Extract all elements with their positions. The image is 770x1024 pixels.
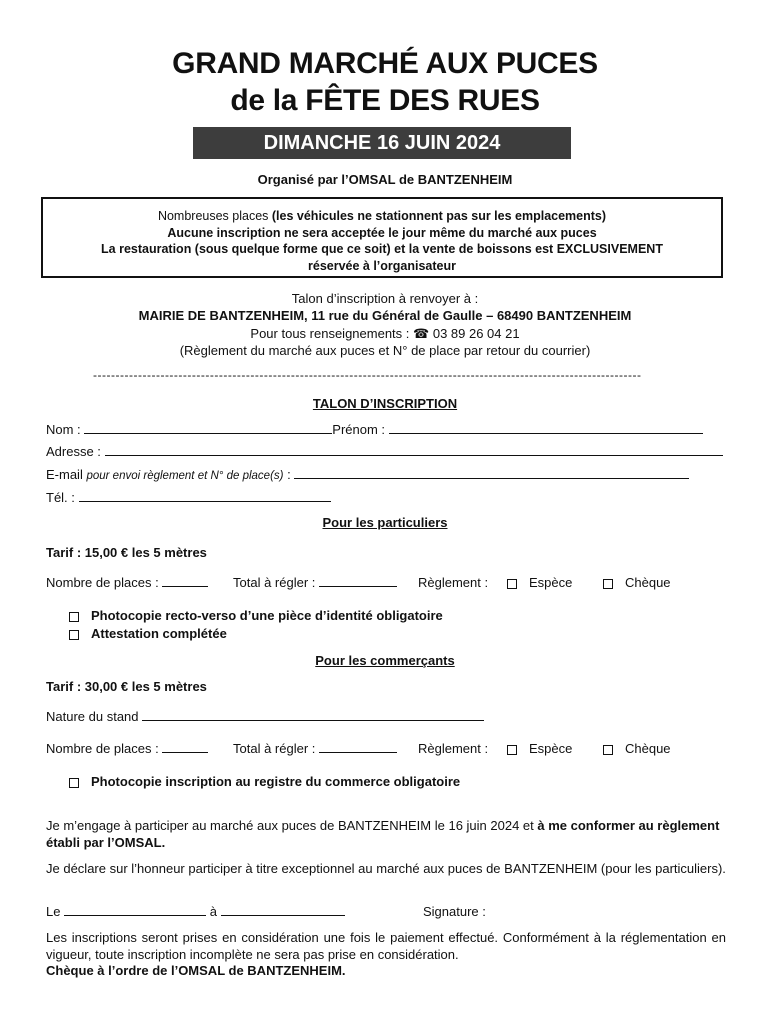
registre-commerce-checkbox[interactable] [69, 778, 79, 788]
date-field[interactable] [64, 904, 206, 916]
particuliers-places-row: Nombre de places : [46, 575, 208, 590]
page-subtitle: de la FÊTE DES RUES [230, 84, 540, 117]
info-line: Pour tous renseignements : ☎ 03 89 26 04 21 [250, 326, 520, 341]
attestation-checkbox[interactable] [69, 630, 79, 640]
event-date-banner: DIMANCHE 16 JUIN 2024 [193, 127, 571, 159]
date-place-row: Le à [46, 904, 345, 919]
phone-number: 03 89 26 04 21 [432, 326, 520, 341]
commercants-reglement: Règlement : [418, 741, 489, 756]
reglement-note: (Règlement du marché aux puces et N° de place par retour du courrier) [179, 343, 591, 358]
particuliers-reglement: Règlement : [418, 575, 489, 590]
email-field[interactable] [294, 467, 689, 479]
notice-line-3: La restauration (sous quelque forme que ce soit) et la vente de boissons est EXCLUSIVEMENT [101, 242, 663, 256]
organizer: Organisé par l’OMSAL de BANTZENHEIM [257, 172, 513, 187]
particuliers-cheque-checkbox[interactable] [603, 579, 613, 589]
mairie-address: MAIRIE DE BANTZENHEIM, 11 rue du Général de Gaulle – 68490 BANTZENHEIM [138, 308, 632, 323]
particuliers-places-field[interactable] [162, 575, 208, 587]
conditions-paragraph: Les inscriptions seront prises en considération une fois le paiement effectué. Conformément à la réglementation en vigueur, toute inscription incomplète ne sera pas prise en considération. [46, 930, 726, 962]
notice-line-2: Aucune inscription ne sera acceptée le jour même du marché aux puces [167, 225, 597, 240]
nom-row: Nom : Prénom : [46, 422, 703, 437]
nature-field[interactable] [142, 709, 484, 721]
phone-icon: ☎ [413, 326, 430, 341]
cut-separator: -------------------------------------------------------------------------------------------------------------------------- [93, 368, 642, 382]
engagement-paragraph: Je m’engage à participer au marché aux puces de BANTZENHEIM le 16 juin 2024 et à me conformer au règlement établi par l’OMSAL. [46, 818, 720, 850]
form-heading: TALON D’INSCRIPTION [312, 396, 458, 411]
page-title: GRAND MARCHÉ AUX PUCES [172, 47, 598, 80]
particuliers-tarif: Tarif : 15,00 € les 5 mètres [46, 545, 207, 560]
adresse-field[interactable] [105, 444, 723, 456]
commercants-heading: Pour les commerçants [315, 653, 455, 668]
commercants-places-field[interactable] [162, 741, 208, 753]
notice-line-4: réservée à l’organisateur [308, 258, 456, 273]
commercants-places-row: Nombre de places : [46, 741, 208, 756]
signature-label: Signature : [423, 904, 486, 919]
tel-row: Tél. : [46, 490, 331, 505]
commercants-cheque-checkbox[interactable] [603, 745, 613, 755]
place-field[interactable] [221, 904, 345, 916]
tel-field[interactable] [79, 490, 331, 502]
commercants-espece-checkbox[interactable] [507, 745, 517, 755]
nom-field[interactable] [84, 422, 332, 434]
address-intro: Talon d’inscription à renvoyer à : [291, 291, 479, 306]
prenom-field[interactable] [389, 422, 703, 434]
adresse-row: Adresse : [46, 444, 723, 459]
particuliers-total-field[interactable] [319, 575, 397, 587]
notice-line-1: Nombreuses places (les véhicules ne stationnent pas sur les emplacements) [157, 209, 607, 223]
particuliers-espece-checkbox[interactable] [507, 579, 517, 589]
commercants-total-field[interactable] [319, 741, 397, 753]
declaration-paragraph: Je déclare sur l’honneur participer à titre exceptionnel au marché aux puces de BANTZENHEIM (pour les particuliers). [46, 861, 726, 876]
identity-copy-checkbox[interactable] [69, 612, 79, 622]
nature-row: Nature du stand [46, 709, 484, 724]
notice-box [41, 197, 723, 278]
particuliers-heading: Pour les particuliers [322, 515, 448, 530]
email-row: E-mail pour envoi règlement et N° de place(s) : [46, 467, 689, 482]
commercants-tarif: Tarif : 30,00 € les 5 mètres [46, 679, 207, 694]
cheque-order: Chèque à l’ordre de l’OMSAL de BANTZENHEIM. [46, 963, 346, 978]
